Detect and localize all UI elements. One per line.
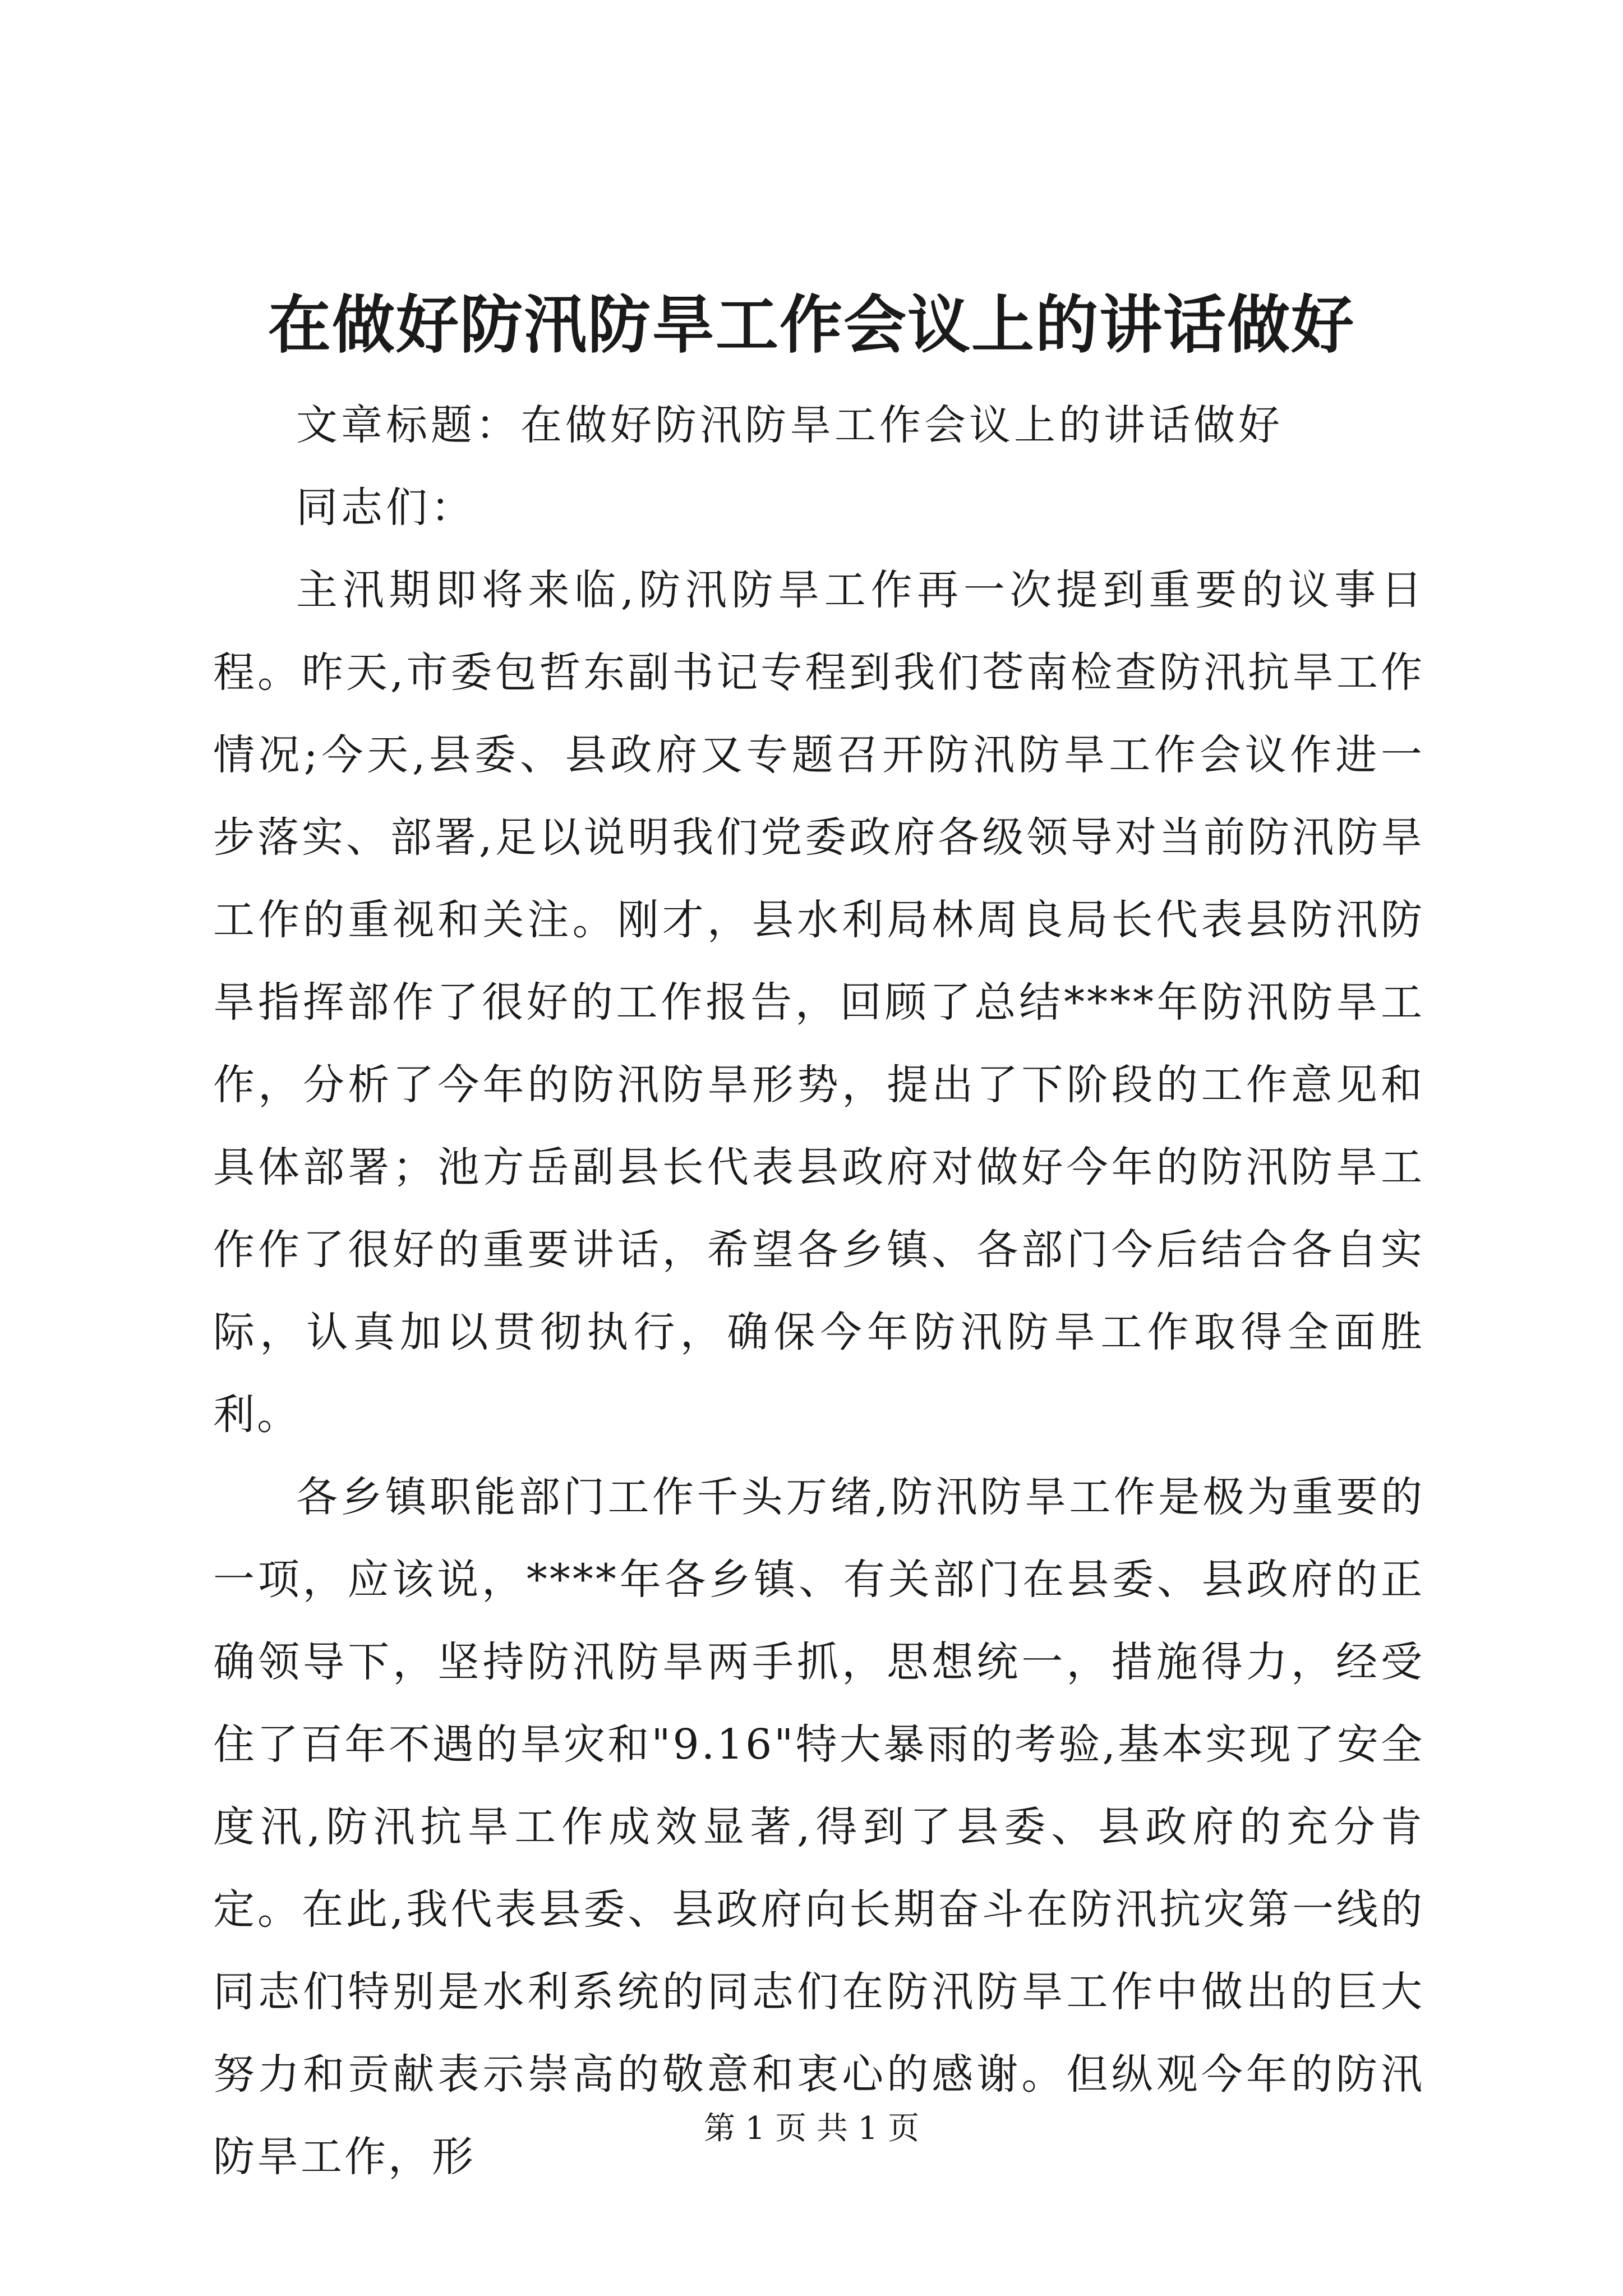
- salutation: 同志们：: [296, 484, 476, 532]
- article-title-line: 文章标题：在做好防汛防旱工作会议上的讲话做好: [296, 401, 1283, 449]
- paragraph-1: 主汛期即将来临,防汛防旱工作再一次提到重要的议事日程。昨天,市委包哲东副书记专程到我们苍南检查防汛抗旱工作情况;今天,县委、县政府又专题召开防汛防旱工作会议作进一步落实、部署,足以说明我们党委政府各级领导对当前防汛防旱工作的重视和关注。刚才，县水利局林周良局长代表县防汛防旱指挥部作了很好的工作报告，回顾了总结****年防汛防旱工作，分析了今年的防汛防旱形势，提出了下阶段的工作意见和具体部署；池方岳副县长代表县政府对做好今年的防汛防旱工作作了很好的重要讲话，希望各乡镇、各部门今后结合各自实际，认真加以贯彻执行，确保今年防汛防旱工作取得全面胜利。: [213, 566, 1424, 1439]
- paragraph-2: 各乡镇职能部门工作千头万绪,防汛防旱工作是极为重要的一项，应该说，****年各乡镇、有关部门在县委、县政府的正确领导下，坚持防汛防旱两手抓，思想统一，措施得力，经受住了百年不遇的旱灾和"9.16"特大暴雨的考验,基本实现了安全度汛,防汛抗旱工作成效显著,得到了县委、县政府的充分肯定。在此,我代表县委、县政府向长期奋斗在防汛抗灾第一线的同志们特别是水利系统的同志们在防汛防旱工作中做出的巨大努力和贡献表示崇高的敬意和衷心的感谢。但纵观今年的防汛防旱工作，形: [213, 1473, 1424, 2181]
- document-title: 在做好防汛防旱工作会议上的讲话做好: [268, 288, 1355, 362]
- page-footer: 第 1 页 共 1 页: [703, 2110, 920, 2147]
- document-body: [213, 384, 1424, 2198]
